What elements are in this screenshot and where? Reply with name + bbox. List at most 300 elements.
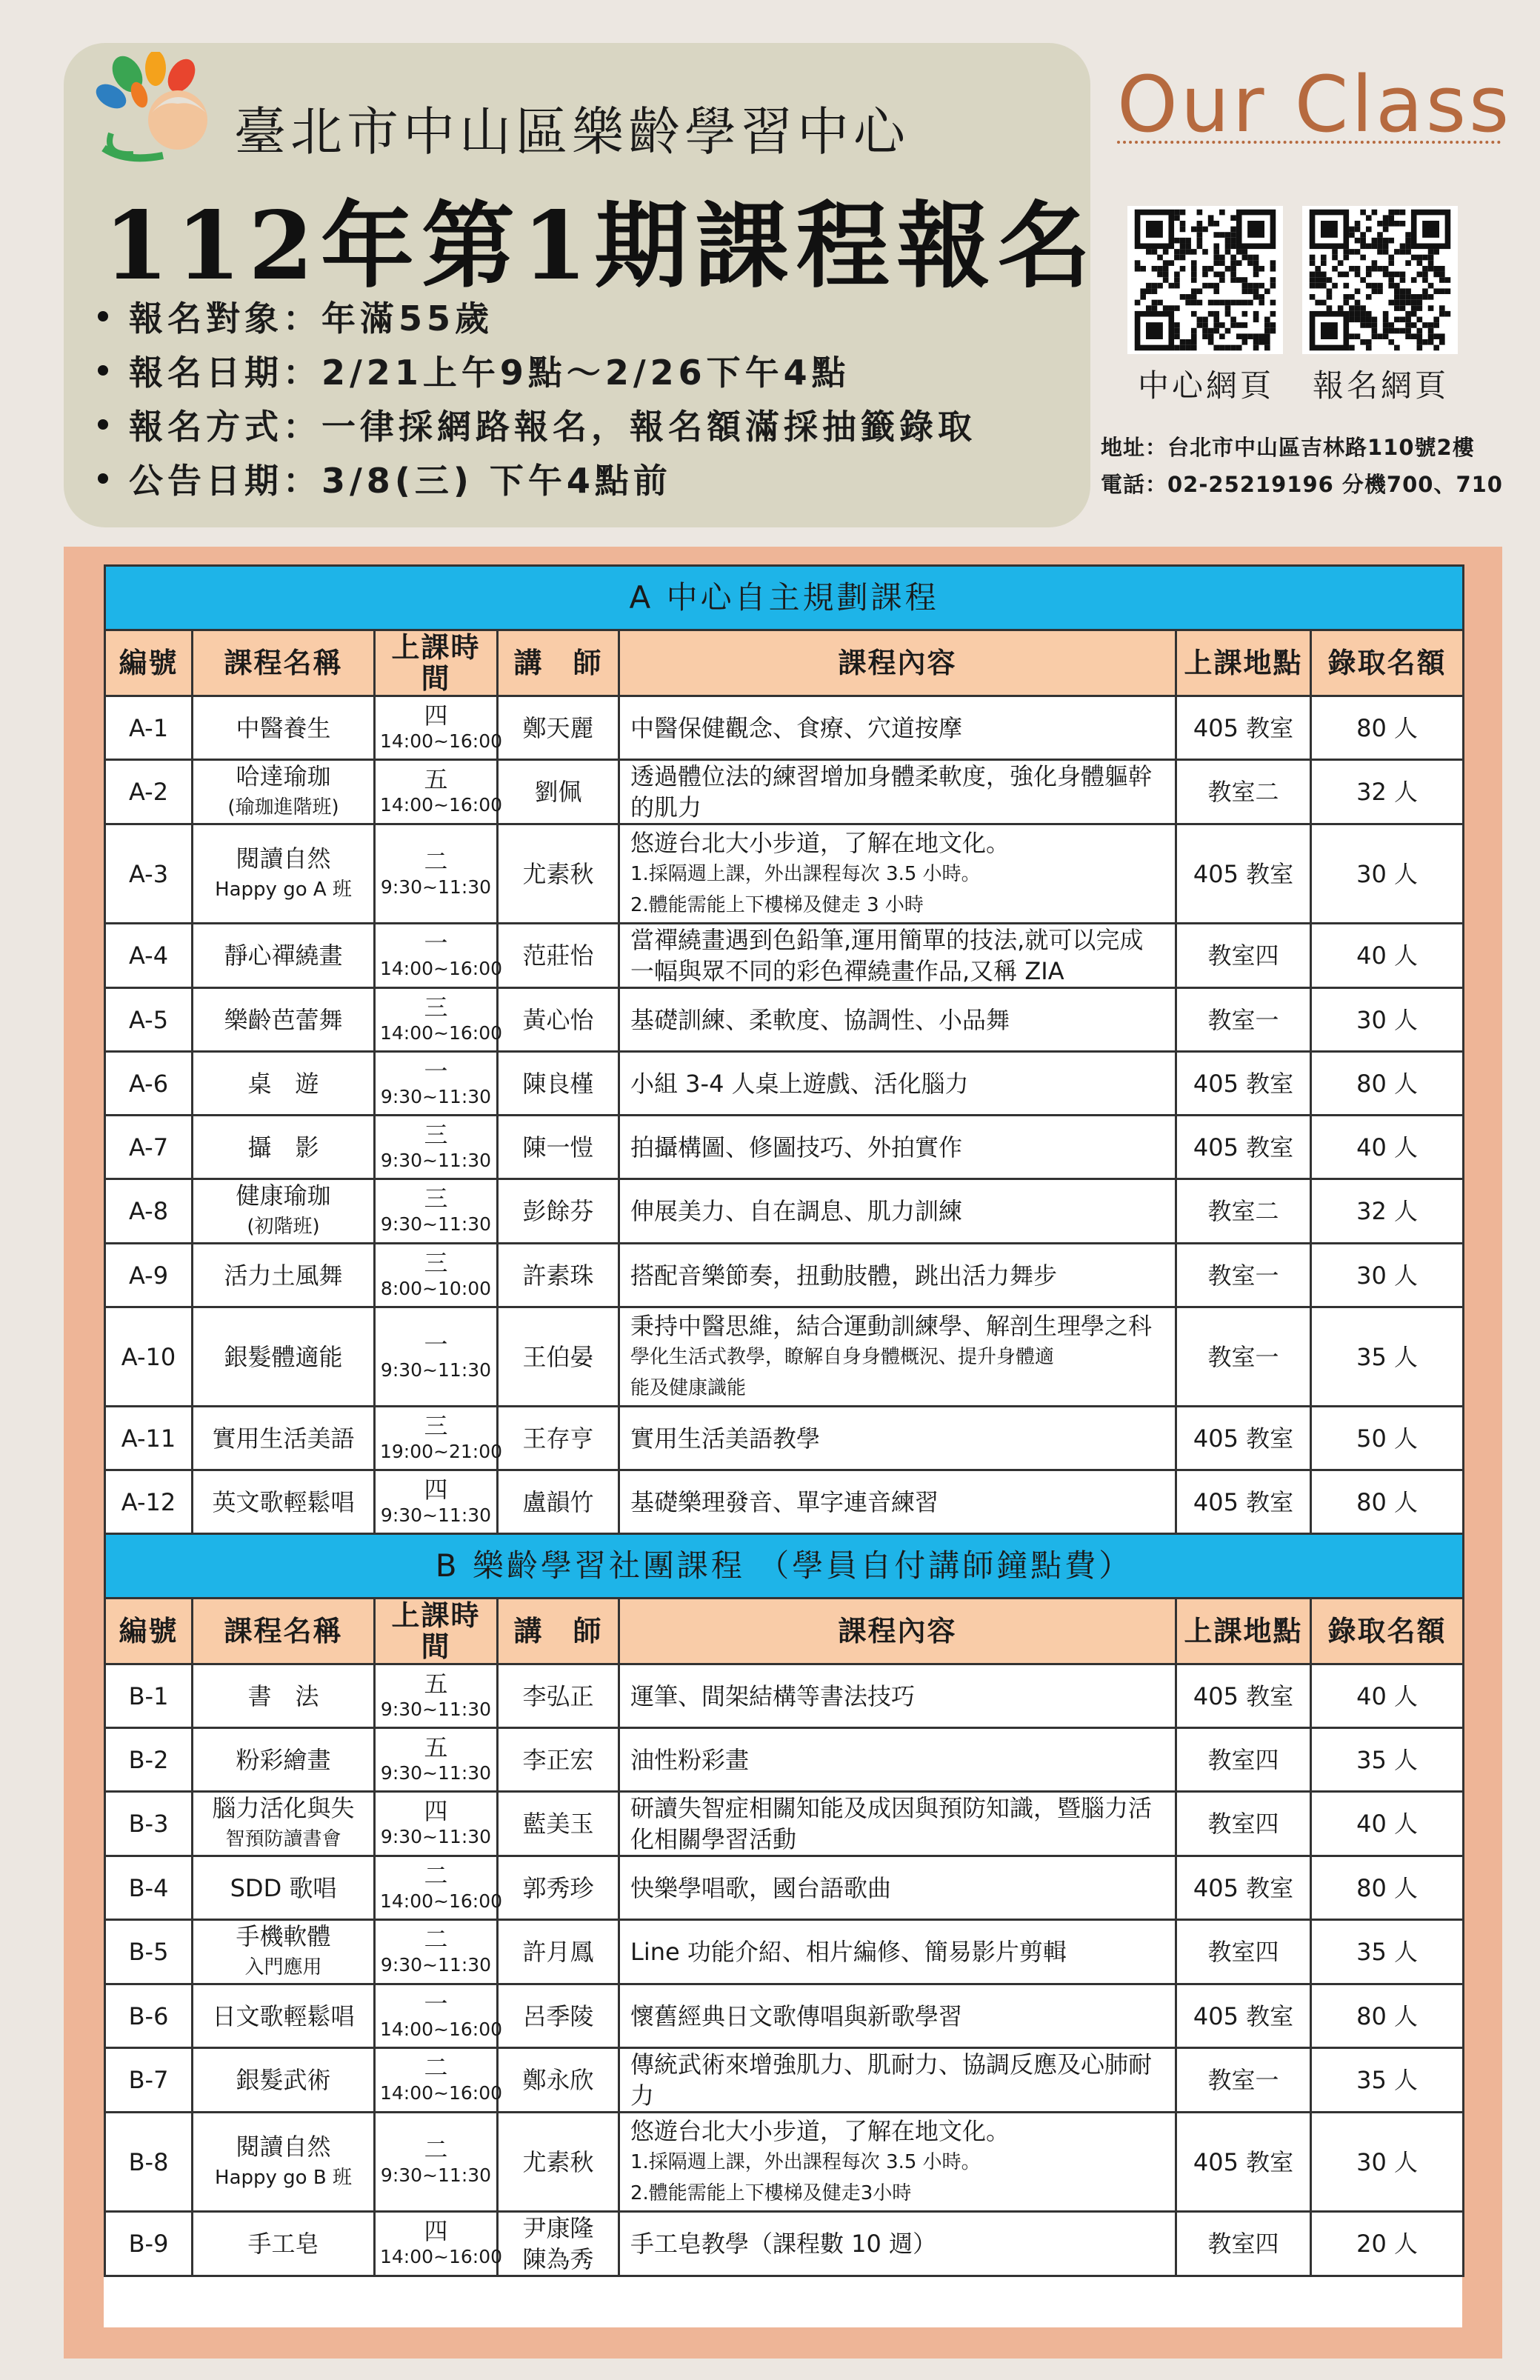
table-row [105,1244,1464,1307]
table-row [105,2212,1464,2276]
content-line: 2.體能需能上下樓梯及健走 3 小時 [630,893,924,916]
table-row [105,2113,1464,2212]
course-name: 手機軟體 [236,1922,331,1950]
course-time-cell [375,1116,498,1179]
course-id: A-1 [105,696,193,760]
course-name-cell [193,1664,375,1728]
course-time-cell [375,696,503,760]
course-name: 靜心禪繞畫 [224,941,343,970]
class-time: 14:00~16:00 [380,1021,503,1044]
course-content-cell [619,1792,1176,1856]
class-day: 三 [424,1248,448,1277]
class-day: 三 [424,1184,448,1213]
course-name: 閱讀自然 [236,2132,331,2161]
course-time-cell [375,2048,503,2113]
course-place: 405 教室 [1176,1470,1311,1534]
teacher-cell [498,1116,619,1179]
course-content-cell [619,1728,1176,1792]
course-quota: 30 人 [1311,1244,1464,1307]
course-id: A-5 [105,988,193,1052]
course-content-cell [619,924,1176,988]
teacher-cell [498,2048,619,2113]
course-place: 405 教室 [1176,2113,1311,2212]
course-name-cell [193,696,375,760]
course-time-cell [375,1052,498,1116]
content-line: 油性粉彩畫 [630,1745,750,1774]
teacher-name: 尤素秋 [522,859,594,888]
table-row [105,2048,1464,2113]
teacher-name: 尹康隆 [522,2214,594,2242]
course-content-cell [619,988,1176,1052]
course-time-cell [375,1470,498,1534]
course-place: 405 教室 [1176,824,1311,924]
table-row [105,1792,1464,1856]
teacher-cell [498,696,619,760]
qr-code-icon[interactable] [1302,206,1458,354]
course-content-cell [619,1052,1176,1116]
course-name-cell [193,1116,375,1179]
course-name: Happy go B 班 [215,2166,352,2189]
course-name: 中醫養生 [236,713,331,742]
teacher-cell [498,988,619,1052]
course-name-cell [193,2212,375,2276]
course-quota: 35 人 [1311,1920,1464,1984]
course-quota: 30 人 [1311,2113,1464,2212]
teacher-name: 許素珠 [522,1261,594,1290]
class-day: 四 [424,701,448,730]
course-id: A-7 [105,1116,193,1179]
bullet-icon [98,365,108,376]
teacher-cell [498,1244,619,1307]
content-line: 手工皂教學（課程數 10 週） [630,2230,937,2258]
content-line: 1.採隔週上課，外出課程每次 3.5 小時。 [630,2150,981,2173]
course-time-cell [375,2113,498,2212]
table-row [105,1052,1464,1116]
registration-info [98,289,976,505]
class-day: 一 [424,929,448,957]
table-row [105,696,1464,760]
content-line: 秉持中醫思維，結合運動訓練學、解剖生理學之科 [630,1311,1153,1340]
content-line: 學化生活式教學，瞭解自身身體概況、提升身體適 [630,1345,1055,1368]
course-quota: 50 人 [1311,1407,1464,1470]
course-id: B-5 [105,1920,193,1984]
class-time: 14:00~16:00 [380,2246,503,2267]
course-name-cell [193,1179,375,1244]
info-target: 報名對象 ： 年滿55歲 [98,289,976,343]
content-line: 當禪繞畫遇到色鉛筆,運用簡單的技法,就可以完成 [630,926,1144,954]
course-name: SDD 歌唱 [230,1873,337,1902]
content-line: 2.體能需能上下樓梯及健走3小時 [630,2181,912,2204]
course-name: 銀髮體適能 [224,1342,343,1371]
course-name-cell [193,1920,375,1984]
class-time: 9:30~11:30 [380,1149,492,1171]
column-header: 課程名稱 [193,1599,375,1664]
course-place: 405 教室 [1176,1984,1311,2048]
column-header: 上課地點 [1176,1599,1311,1664]
table-row [105,988,1464,1052]
course-time-cell [375,1244,498,1307]
class-day: 二 [424,1861,448,1890]
class-day: 一 [424,1330,448,1359]
class-time: 14:00~16:00 [380,2018,503,2040]
course-time-cell [375,1984,503,2048]
course-name-cell [193,1307,375,1407]
course-id: A-12 [105,1470,193,1534]
course-id: B-9 [105,2212,193,2276]
content-line: 懷舊經典日文歌傳唱與新歌學習 [630,2001,963,2030]
course-name-cell [193,1470,375,1534]
course-time-cell [375,1664,498,1728]
course-place: 教室四 [1176,1920,1311,1984]
content-line: 伸展美力、自在調息、肌力訓練 [630,1197,963,1225]
course-time-cell [375,988,503,1052]
teacher-name: 彭餘芬 [522,1197,594,1225]
course-place: 405 教室 [1176,1407,1311,1470]
course-id: A-3 [105,824,193,924]
course-quota: 35 人 [1311,2048,1464,2113]
bullet-icon [98,419,108,430]
table-row [105,1856,1464,1920]
class-day: 五 [424,765,448,793]
course-name-cell [193,1052,375,1116]
column-header-row [105,630,1464,696]
class-time: 14:00~16:00 [380,730,503,752]
course-quota: 40 人 [1311,924,1464,988]
course-name: 閱讀自然 [236,844,331,873]
course-place: 教室一 [1176,988,1311,1052]
teacher-cell [498,1664,619,1728]
course-id: A-9 [105,1244,193,1307]
content-line: 運筆、間架結構等書法技巧 [630,1681,916,1710]
course-name-cell [193,1244,375,1307]
course-quota: 40 人 [1311,1116,1464,1179]
class-day: 二 [424,847,448,876]
course-quota: 40 人 [1311,1792,1464,1856]
column-header: 編號 [105,1599,193,1664]
teacher-cell [498,1307,619,1407]
table-row [105,760,1464,824]
teacher-cell [498,1920,619,1984]
content-line: 拍攝構圖、修圖技巧、外拍實作 [630,1133,963,1161]
course-quota: 80 人 [1311,1856,1464,1920]
course-name-cell [193,988,375,1052]
table-row [105,1664,1464,1728]
course-content-cell [619,824,1176,924]
class-time: 9:30~11:30 [380,1954,492,1976]
section-header [105,1534,1464,1599]
class-day: 三 [424,993,448,1021]
column-header: 錄取名額 [1311,1599,1464,1664]
course-quota: 80 人 [1311,1470,1464,1534]
course-quota: 30 人 [1311,988,1464,1052]
class-day: 四 [424,2217,448,2245]
content-line: 研讀失智症相關知能及成因與預防知識，暨腦力活 [630,1794,1153,1822]
center-logo-icon [81,52,230,170]
class-day: 三 [424,1411,448,1440]
course-place: 405 教室 [1176,1116,1311,1179]
course-place: 教室四 [1176,1792,1311,1856]
course-place: 教室二 [1176,1179,1311,1244]
teacher-name: 范莊怡 [522,941,594,970]
course-id: B-7 [105,2048,193,2113]
class-day: 一 [424,1989,448,2018]
course-id: A-6 [105,1052,193,1116]
course-time-cell [375,824,498,924]
class-day: 五 [424,1733,448,1761]
course-name: 實用生活美語 [212,1424,355,1453]
course-place: 405 教室 [1176,1856,1311,1920]
teacher-cell [498,760,619,824]
content-line: 能及健康識能 [630,1376,747,1399]
course-id: B-2 [105,1728,193,1792]
teacher-cell [498,1984,619,2048]
course-name-cell [193,1984,375,2048]
teacher-name: 鄭永欣 [522,2066,594,2094]
qr-code-icon[interactable] [1127,206,1283,354]
teacher-cell [498,1179,619,1244]
class-time: 14:00~16:00 [380,2082,503,2104]
section-title: A 中心自主規劃課程 [105,566,1464,630]
column-header: 錄取名額 [1311,630,1464,696]
course-content-cell [619,1920,1176,1984]
class-time: 14:00~16:00 [380,958,503,979]
course-content-cell [619,1470,1176,1534]
course-place: 405 教室 [1176,696,1311,760]
table-row [105,1116,1464,1179]
teacher-name: 王伯晏 [522,1342,594,1371]
table-row [105,924,1464,988]
table-row [105,1179,1464,1244]
address: 地址：台北市中山區吉林路110號2樓 [1101,435,1475,460]
course-time-cell [375,2212,503,2276]
class-time: 14:00~16:00 [380,794,503,816]
course-name: 入門應用 [244,1956,322,1979]
teacher-name: 盧韻竹 [522,1487,594,1516]
table-row [105,1470,1464,1534]
content-line: 基礎樂理發音、單字連音練習 [630,1487,939,1516]
table-row [105,1920,1464,1984]
course-id: A-4 [105,924,193,988]
course-content-cell [619,760,1176,824]
course-name-cell [193,1856,375,1920]
class-time: 9:30~11:30 [380,1826,492,1847]
phone: 電話：02-25219196 分機700、710 [1101,472,1503,497]
teacher-name: 尤素秋 [522,2147,594,2176]
course-table [104,564,1464,2277]
course-content-cell [619,1407,1176,1470]
course-name: Happy go A 班 [215,878,352,901]
course-place: 教室四 [1176,924,1311,988]
course-place: 教室一 [1176,1244,1311,1307]
course-id: B-6 [105,1984,193,2048]
bullet-icon [98,311,108,321]
course-name-cell [193,1407,375,1470]
course-place: 教室一 [1176,2048,1311,2113]
qr-label-center: 中心網頁 [1138,367,1275,404]
teacher-cell [498,1052,619,1116]
column-header: 講 師 [498,630,619,696]
course-content-cell [619,2048,1176,2113]
content-line: 悠遊台北大小步道，了解在地文化。 [630,2116,1010,2145]
course-content-cell [619,1116,1176,1179]
class-day: 二 [424,2053,448,2081]
course-name: 樂齡芭蕾舞 [224,1005,343,1034]
teacher-name: 郭秀珍 [522,1873,594,1902]
teacher-name: 許月鳳 [522,1938,594,1966]
course-name: 腦力活化與失 [212,1794,355,1822]
content-line: 力 [630,2081,655,2110]
table-row [105,824,1464,924]
content-line: 快樂學唱歌，國台語歌曲 [630,1873,892,1902]
course-name: 書 法 [247,1681,319,1710]
column-header: 編號 [105,630,193,696]
course-name: 攝 影 [247,1133,319,1161]
info-announce: 公告日期 ： 3/8(三) 下午4點前 [98,451,976,505]
class-time: 9:30~11:30 [380,1085,492,1107]
teacher-cell [498,924,619,988]
course-time-cell [375,1179,498,1244]
class-time: 8:00~10:00 [380,1277,492,1299]
course-content-cell [619,1307,1176,1407]
table-row [105,1407,1464,1470]
teacher-name: 李弘正 [522,1681,594,1710]
course-id: A-2 [105,760,193,824]
course-quota: 35 人 [1311,1307,1464,1407]
course-quota: 32 人 [1311,760,1464,824]
our-class-heading: Our Class [1117,59,1513,150]
course-name: (初階班) [247,1216,320,1238]
teacher-name: 鄭天麗 [522,713,594,742]
course-name-cell [193,924,375,988]
teacher-name: 呂季陵 [522,2001,594,2030]
course-content-cell [619,1984,1176,2048]
class-day: 一 [424,1056,448,1085]
column-header-row [105,1599,1464,1664]
section-title: B 樂齡學習社團課程 （學員自付講師鐘點費） [105,1534,1464,1599]
course-quota: 80 人 [1311,696,1464,760]
course-id: A-10 [105,1307,193,1407]
course-quota: 32 人 [1311,1179,1464,1244]
course-name: 手工皂 [247,2230,319,2258]
course-name-cell [193,824,375,924]
course-place: 405 教室 [1176,1052,1311,1116]
column-header: 講 師 [498,1599,619,1664]
column-header: 上課地點 [1176,630,1311,696]
class-day: 四 [424,1475,448,1504]
info-date: 報名日期 ： 2/21上午9點～2/26下午4點 [98,343,976,397]
content-line: 基礎訓練、柔軟度、協調性、小品舞 [630,1005,1010,1034]
column-header: 上課時間 [375,1599,498,1664]
course-time-cell [375,760,503,824]
course-quota: 30 人 [1311,824,1464,924]
course-quota: 35 人 [1311,1728,1464,1792]
course-id: B-1 [105,1664,193,1728]
teacher-name: 陳為秀 [522,2245,594,2273]
course-place: 教室四 [1176,1728,1311,1792]
divider [1117,141,1501,144]
content-line: 悠遊台北大小步道，了解在地文化。 [630,828,1010,857]
course-time-cell [375,924,503,988]
content-line: 小組 3-4 人桌上遊戲、活化腦力 [630,1069,969,1098]
course-time-cell [375,1792,498,1856]
course-name: 智預防讀書會 [225,1828,341,1850]
class-day: 五 [424,1669,448,1698]
column-header: 課程內容 [619,1599,1176,1664]
teacher-cell [498,2113,619,2212]
course-id: A-11 [105,1407,193,1470]
course-id: B-3 [105,1792,193,1856]
column-header: 課程名稱 [193,630,375,696]
center-name: 臺北市中山區樂齡學習中心 [234,101,910,162]
course-place: 405 教室 [1176,1664,1311,1728]
class-day: 四 [424,1797,448,1825]
column-header: 上課時間 [375,630,498,696]
course-time-cell [375,1728,498,1792]
bullet-icon [98,473,108,484]
course-content-cell [619,1664,1176,1728]
teacher-name: 陳良槿 [522,1069,594,1098]
course-name: 日文歌輕鬆唱 [212,2001,355,2030]
course-place: 教室四 [1176,2212,1311,2276]
course-quota: 80 人 [1311,1052,1464,1116]
course-quota: 80 人 [1311,1984,1464,2048]
teacher-cell [498,1470,619,1534]
course-name: 哈達瑜珈 [236,762,331,790]
course-content-cell [619,1244,1176,1307]
table-row [105,1307,1464,1407]
course-quota: 20 人 [1311,2212,1464,2276]
content-line: 搭配音樂節奏，扭動肢體，跳出活力舞步 [630,1261,1058,1290]
course-content-cell [619,696,1176,760]
course-name: (瑜珈進階班) [227,796,339,819]
course-table-wrap [104,564,1462,2327]
content-line: 一幅與眾不同的彩色禪繞畫作品,又稱 ZIA [630,957,1064,985]
content-line: 1.採隔週上課，外出課程每次 3.5 小時。 [630,862,981,885]
class-day: 二 [424,1925,448,1953]
course-name-cell [193,1792,375,1856]
teacher-cell [498,1728,619,1792]
class-time: 14:00~16:00 [380,1890,503,1912]
course-content-cell [619,1179,1176,1244]
teacher-name: 王存亨 [522,1424,594,1453]
class-time: 9:30~11:30 [380,1213,492,1235]
class-time: 9:30~11:30 [380,1359,492,1381]
course-name-cell [193,2113,375,2212]
table-row [105,1728,1464,1792]
teacher-name: 李正宏 [522,1745,594,1774]
info-method: 報名方式 ： 一律採網路報名，報名額滿採抽籤錄取 [98,397,976,451]
teacher-cell [498,1792,619,1856]
teacher-cell [498,1856,619,1920]
class-time: 9:30~11:30 [380,2164,492,2186]
teacher-cell [498,1407,619,1470]
course-name-cell [193,2048,375,2113]
teacher-name: 藍美玉 [522,1810,594,1838]
course-name: 粉彩繪畫 [236,1745,331,1774]
section-header [105,566,1464,630]
course-content-cell [619,1856,1176,1920]
course-place: 教室二 [1176,760,1311,824]
course-name: 桌 遊 [247,1069,319,1098]
course-name-cell [193,1728,375,1792]
course-time-cell [375,1307,498,1407]
content-line: 中醫保健觀念、食療、穴道按摩 [630,713,963,742]
content-line: 的肌力 [630,793,702,821]
page-title: 112年第1期課程報名 [104,191,1099,301]
content-line: 傳統武術來增強肌力、肌耐力、協調反應及心肺耐 [630,2050,1153,2079]
content-line: 透過體位法的練習增加身體柔軟度，強化身體軀幹 [630,762,1153,790]
table-row [105,1984,1464,2048]
